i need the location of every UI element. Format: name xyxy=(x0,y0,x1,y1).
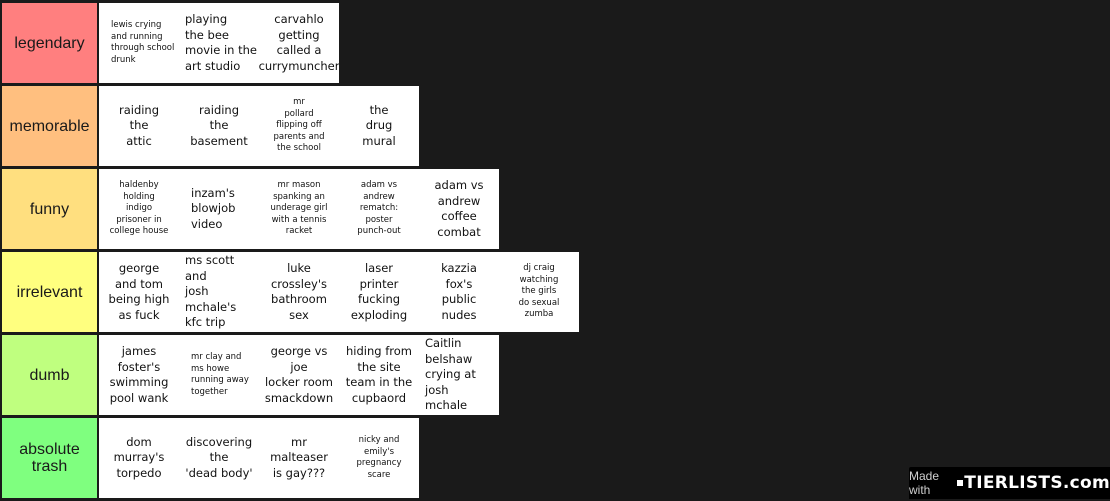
tier-item[interactable]: george and tom being high as fuck xyxy=(99,252,179,332)
tierlists-watermark[interactable] xyxy=(909,467,1110,499)
tier-items xyxy=(99,3,339,83)
tier-row-dumb xyxy=(0,335,1110,415)
made-with-text: Made with xyxy=(909,469,940,497)
tierlists-logo-text: TIERLISTS.com xyxy=(964,473,1110,493)
tier-item[interactable]: mr malteaser is gay??? xyxy=(259,418,339,498)
tier-items xyxy=(99,335,499,415)
tier-label: absolute trash xyxy=(2,418,97,498)
tier-item[interactable]: mr clay and ms howe running away together xyxy=(179,335,259,415)
tier-item[interactable]: discovering the 'dead body' xyxy=(179,418,259,498)
tier-label: irrelevant xyxy=(2,252,97,332)
tier-row-irrelevant xyxy=(0,252,1110,332)
tier-row-funny xyxy=(0,169,1110,249)
tier-item[interactable]: adam vs andrew coffee combat xyxy=(419,169,499,249)
tier-item[interactable]: kazzia fox's public nudes xyxy=(419,252,499,332)
tier-item[interactable]: playing the bee movie in the art studio xyxy=(179,3,259,83)
tier-item[interactable]: hiding from the site team in the cupbaord xyxy=(339,335,419,415)
tier-label: funny xyxy=(2,169,97,249)
tier-item[interactable]: haldenby holding indigo prisoner in college house xyxy=(99,169,179,249)
tier-item[interactable]: dj craig watching the girls do sexual zumba xyxy=(499,252,579,332)
tier-items xyxy=(99,418,419,498)
tier-item[interactable]: dom murray's torpedo xyxy=(99,418,179,498)
tier-item[interactable]: luke crossley's bathroom sex xyxy=(259,252,339,332)
tier-item[interactable]: raiding the attic xyxy=(99,86,179,166)
tier-label: dumb xyxy=(2,335,97,415)
tier-item[interactable]: george vs joe locker room smackdown xyxy=(259,335,339,415)
tier-item[interactable]: Caitlin belshaw crying at josh mchale xyxy=(419,335,499,415)
tier-label: memorable xyxy=(2,86,97,166)
tier-items xyxy=(99,86,419,166)
tier-item[interactable]: the drug mural xyxy=(339,86,419,166)
tier-item[interactable]: inzam's blowjob video xyxy=(179,169,259,249)
tier-item[interactable]: nicky and emily's pregnancy scare xyxy=(339,418,419,498)
tier-row-legendary xyxy=(0,3,1110,83)
tier-item[interactable]: james foster's swimming pool wank xyxy=(99,335,179,415)
tier-item[interactable]: laser printer fucking exploding xyxy=(339,252,419,332)
tier-item[interactable]: mr pollard flipping off parents and the school xyxy=(259,86,339,166)
tier-items xyxy=(99,169,499,249)
tierlists-logo xyxy=(956,473,1110,493)
logo-mark-icon xyxy=(957,480,963,486)
tier-item[interactable]: lewis crying and running through school drunk xyxy=(99,3,179,83)
tier-item[interactable]: raiding the basement xyxy=(179,86,259,166)
tier-items xyxy=(99,252,579,332)
tier-item[interactable]: adam vs andrew rematch: poster punch-out xyxy=(339,169,419,249)
tier-row-memorable xyxy=(0,86,1110,166)
tier-item[interactable]: ms scott and josh mchale's kfc trip xyxy=(179,252,259,332)
tier-item[interactable]: carvahlo getting called a currymuncher xyxy=(259,3,339,83)
tier-label: legendary xyxy=(2,3,97,83)
tier-item[interactable]: mr mason spanking an underage girl with a tennis racket xyxy=(259,169,339,249)
